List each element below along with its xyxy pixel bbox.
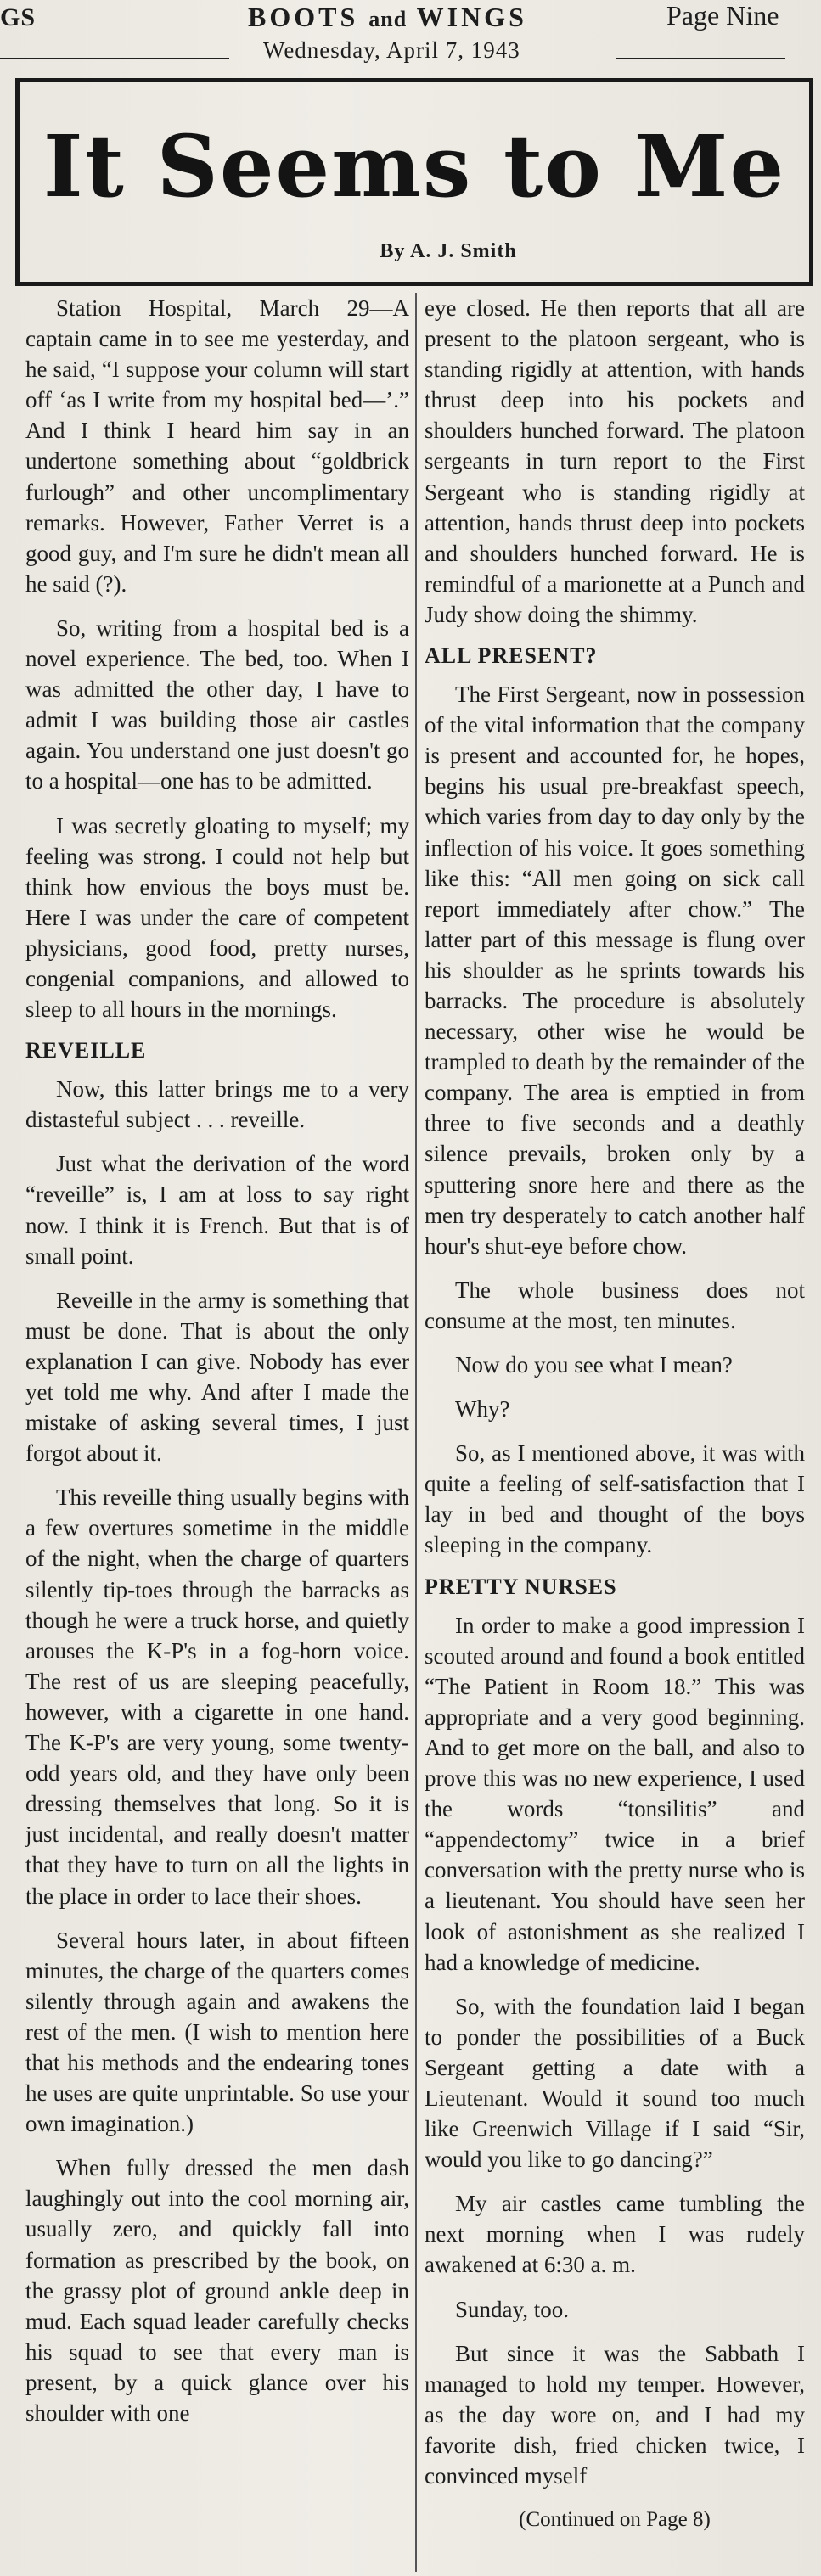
paragraph: Reveille in the army is something that must be done. That is about the only explanation I can give. Nobody has ever yet told me why. And after I made the mistake of asking several times, I just forgot about it. <box>25 1287 409 1467</box>
paragraph: My air castles came tumbling the next morning when I was rudely awakened at 6:30 a. m. <box>425 2191 805 2278</box>
paragraph: Why? <box>455 1396 510 1423</box>
paragraph: But since it was the Sabbath I managed to hold my temper. However, as the day wore on, and I had my favorite dish, fried chicken twice, I convinced myself <box>425 2340 805 2489</box>
paragraph: The First Sergeant, now in possession of the vital information that the company is present and accounted for, he hopes, begins his usual pre-breakfast speech, which varies from day to day only by the inflection of his voice. It goes something like this: “All men going on sick call report immediately after chow.” The latter part of this message is flung over his shoulder as he sprints towards his barracks. The procedure is absolutely necessary, other wise he would be trampled to death by the remainder of the company. The area is emptied in from three to five seconds and a deathly silence prevails, broken only by a sputtering snore here and there as the men try desperately to catch another half hour's shut-eye before chow. <box>425 682 805 1259</box>
paragraph: This reveille thing usually begins with a few overtures sometime in the middle of the night, when the charge of quarters silently tip-toes through the barracks as though he were a truck horse, and quietly arouses the K-P's in a fog-horn voice. The rest of us are sleeping peacefully, however, with a cigarette in one hand. The K-P's are very young, some twenty-odd years old, and they have only been dressing themselves that long. So it is just incidental, and really doesn't matter that they have to turn on all the lights in the place in order to lace their shoes. <box>25 1484 409 1909</box>
paragraph: So, as I mentioned above, it was with quite a feeling of self-satisfaction that I lay in bed and thought of the boys sleeping in the company. <box>425 1440 805 1558</box>
paragraph: So, writing from a hospital bed is a novel experience. The bed, too. When I was admitted the other day, I have to admit I was building those air castles again. You understand one just doesn't go to a hospital—one has to be admitted. <box>25 615 409 794</box>
paragraph: eye closed. He then reports that all are present to the platoon sergeant, who is standing rigidly at attention, with hands thrust deep into his pockets and shoulders hunched forward. The platoon sergeants in turn report to the First Sergeant who is standing rigidly at attention, hands thrust deep into pockets and shoulders hunched forward. He is remindful of a marionette at a Punch and Judy show doing the shimmy. <box>425 295 805 627</box>
paragraph: I was secretly gloating to myself; my feeling was strong. I could not help but think how envious the boys must be. Here I was under the care of competent physicians, good food, pretty nurses, congenial companions, and allowed to sleep to all hours in the mornings. <box>25 812 409 1023</box>
paper-name <box>248 2 527 33</box>
masthead-rule-left <box>0 58 229 59</box>
paragraph: When fully dressed the men dash laughingly out into the cool morning air, usually zero, and quickly fall into formation as prescribed by the book, on the grassy plot of ground ankle deep in mud. Each squad leader carefully checks his squad to see that every man is present, by a quick glance over his shoulder with one <box>25 2155 409 2426</box>
issue-date: Wednesday, April 7, 1943 <box>263 37 520 63</box>
article-column-2 <box>425 293 805 2549</box>
subheading-reveille: REVEILLE <box>25 1038 147 1064</box>
paragraph: Station Hospital, March 29—A captain came in to see me yesterday, and he said, “I suppose your column will start off ‘as I write from my hospital bed—’.” And I think I heard him say in an undertone something about “goldbrick furlough” and other uncomplimentary remarks. However, Father Verret is a good guy, and I'm sure he didn't mean all he said (?). <box>25 295 409 597</box>
paper-name-and: and <box>368 7 408 31</box>
paragraph: Just what the derivation of the word “reveille” is, I am at loss to say right now. I think it is French. But that is of small point. <box>25 1151 409 1269</box>
paragraph: Sunday, too. <box>455 2296 569 2322</box>
paragraph: Now do you see what I mean? <box>455 1352 733 1378</box>
continued-notice: (Continued on Page 8) <box>519 2508 711 2532</box>
column-rule <box>415 293 417 2572</box>
headline-box <box>15 78 813 286</box>
paragraph: The whole business does not consume at the most, ten minutes. <box>425 1277 805 1333</box>
article-column-1 <box>25 293 409 2442</box>
article-title: It Seems to Me <box>42 116 786 216</box>
masthead <box>0 0 821 71</box>
paper-name-part1: BOOTS <box>248 2 359 32</box>
page-number: Page Nine <box>666 0 779 31</box>
subheading-pretty-nurses: PRETTY NURSES <box>425 1574 617 1599</box>
paper-name-part2: WINGS <box>416 2 527 32</box>
masthead-rule-right <box>616 58 785 59</box>
byline: By A. J. Smith <box>380 240 517 262</box>
subheading-all-present: ALL PRESENT? <box>425 643 598 669</box>
paragraph: So, with the foundation laid I began to ponder the possibilities of a Buck Sergeant getting a date with a Lieutenant. Would it sound too much like Greenwich Village if I said “Sir, would you like to go dancing?” <box>425 1993 805 2173</box>
paragraph: Now, this latter brings me to a very distasteful subject . . . reveille. <box>25 1076 409 1133</box>
paragraph: Several hours later, in about fifteen minutes, the charge of the quarters comes silently through again and awakens the rest of the men. (I wish to mention here that his methods and the endearing tones he uses are quite unprintable. So use your own imagination.) <box>25 1927 409 2137</box>
paragraph: In order to make a good impression I scouted around and found a book entitled “The Patient in Room 18.” This was appropriate and a very good beginning. And to get more on the ball, and also to prove this was no new experience, I used the words “tonsilitis” and “appendectomy” twice in a brief conversation with the pretty nurse who is a lieutenant. You should have seen her look of astonishment as she realized I had a knowledge of medicine. <box>425 1612 805 1975</box>
masthead-left-fragment: GS <box>0 3 37 31</box>
